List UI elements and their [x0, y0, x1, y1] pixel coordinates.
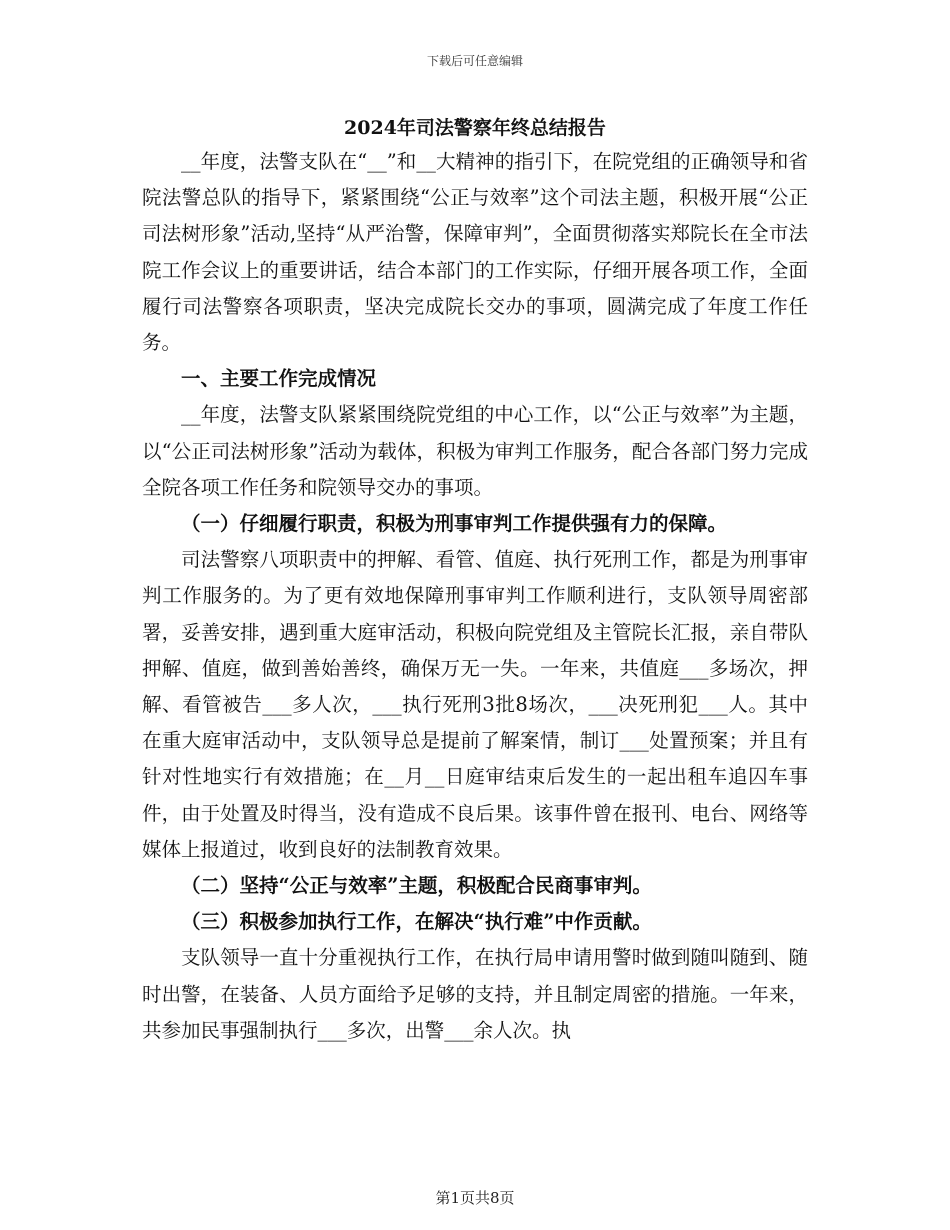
subsection-heading-3: （三）积极参加执行工作，在解决“执行难”中作贡献。 — [181, 910, 652, 934]
section-heading-1: 一、主要工作完成情况 — [181, 367, 377, 391]
paragraph-intro: __年度，法警支队在“__”和__大精神的指引下，在院党组的正确领导和省院法警总队的指导下，紧紧围绕“公正与效率”这个司法主题，积极开展“公正司法树形象”活动,坚持“从严治警，保障审判”，全面贯彻落实郑院长在全市法院工作会议上的重要讲话，结合本部门的工作实际，仔细开展各项工作，全面履行司法警察各项职责，坚决完成院长交办的事项，圆满完成了年度工作任务。 — [142, 150, 808, 355]
subsection-heading-1: （一）仔细履行职责，积极为刑事审判工作提供强有力的保障。 — [181, 512, 728, 536]
header-note: 下载后可任意编辑 — [426, 54, 523, 68]
paragraph-execution: 支队领导一直十分重视执行工作，在执行局申请用警时做到随叫随到、随时出警，在装备、人员方面给予足够的支持，并且制定周密的措施。一年来，共参加民事强制执行___多次，出警___余人次。执 — [142, 946, 808, 1042]
paragraph-criminal-trial: 司法警察八项职责中的押解、看管、值庭、执行死刑工作，都是为刑事审判工作服务的。为了更有效地保障刑事审判工作顺利进行，支队领导周密部署，妥善安排，遇到重大庭审活动，积极向院党组及主管院长汇报，亲自带队押解、值庭，做到善始善终，确保万无一失。一年来，共值庭___多场次，押解、看管被告___多人次，___执行死刑3批8场次，___决死刑犯___人。其中在重大庭审活动中，支队领导总是提前了解案情，制订___处置预案；并且有针对性地实行有效措施；在__月__日庭审结束后发生的一起出租车追囚车事件，由于处置及时得当，没有造成不良后果。该事件曾在报刊、电台、网络等媒体上报道过，收到良好的法制教育效果。 — [142, 548, 808, 861]
paragraph-summary: __年度，法警支队紧紧围绕院党组的中心工作，以“公正与效率”为主题，以“公正司法树形象”活动为载体，积极为审判工作服务，配合各部门努力完成全院各项工作任务和院领导交办的事项。 — [142, 403, 808, 499]
document-title: 2024年司法警察年终总结报告 — [344, 117, 606, 139]
document-body — [142, 112, 808, 1049]
page-footer: 第1页共8页 — [435, 1189, 515, 1207]
subsection-heading-2: （二）坚持“公正与效率”主题，积极配合民商事审判。 — [181, 874, 652, 898]
